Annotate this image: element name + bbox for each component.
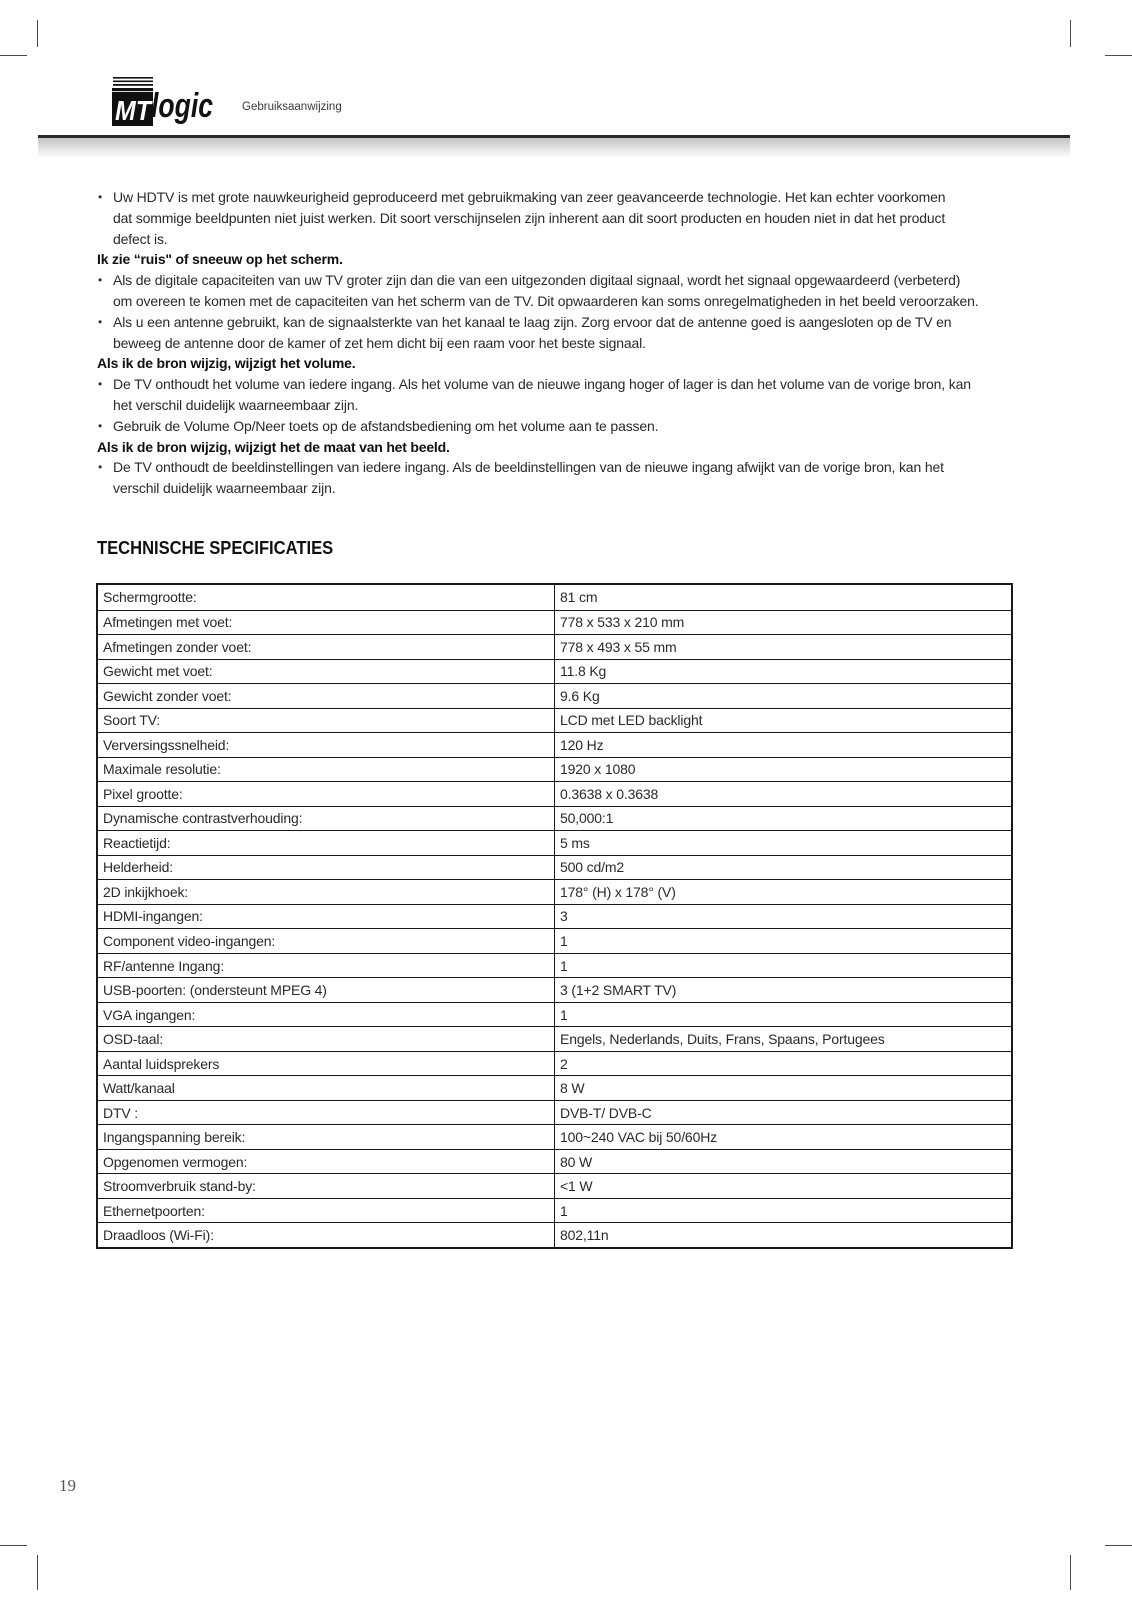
text-line: defect is. [113,230,168,247]
spec-row [98,1173,1011,1198]
crop-mark-bottom-right-horizontal [1105,1545,1132,1546]
crop-mark-bottom-right-vertical [1070,1555,1071,1590]
spec-row [98,928,1011,953]
spec-label: Soort TV: [103,712,161,729]
text-line: • De TV onthoudt de beeldinstellingen van iedere ingang. Als de beeldinstellingen van de nieuwe ingang afwijkt van de vorige bron, kan het [113,459,944,476]
spec-label: Afmetingen zonder voet: [103,638,252,655]
troubleshooting-section [97,187,1057,499]
spec-row [98,953,1011,978]
spec-row [98,757,1011,782]
spec-row [98,1100,1011,1125]
spec-label: Watt/kanaal [103,1080,175,1097]
spec-value: DVB-T/ DVB-C [554,1101,1011,1125]
text-line: • Gebruik de Volume Op/Neer toets op de afstandsbediening om het volume aan te passen. [113,417,659,434]
crop-mark-top-left-vertical [37,20,38,47]
spec-label: Reactietijd: [103,834,171,851]
spec-label: OSD-taal: [103,1031,164,1048]
spec-row [98,1002,1011,1027]
crop-mark-top-right-horizontal [1105,55,1132,56]
crop-mark-top-right-vertical [1070,20,1071,47]
spec-row [98,1075,1011,1100]
spec-value: 9.6 Kg [554,684,1011,708]
text-line: verschil duidelijk waarneembaar zijn. [113,480,336,497]
spec-label: Gewicht met voet: [103,663,213,680]
spec-value: 778 x 533 x 210 mm [554,611,1011,635]
spec-value: 100~240 VAC bij 50/60Hz [554,1125,1011,1149]
spec-value: Engels, Nederlands, Duits, Frans, Spaans, Portugees [554,1027,1011,1051]
spec-row [98,610,1011,635]
spec-row [98,855,1011,880]
text-line: dat sommige beeldpunten niet juist werken. Dit soort verschijnselen zijn inherent aan dit soort producten en houden niet in dat het product [113,209,946,226]
spec-value: 80 W [554,1150,1011,1174]
spec-label: Verversingssnelheid: [103,736,230,753]
spec-label: Opgenomen vermogen: [103,1153,248,1170]
spec-row [98,659,1011,684]
spec-label: Maximale resolutie: [103,761,221,778]
section-heading: TECHNISCHE SPECIFICATIES [97,538,334,558]
text-line: om overeen te komen met de capaciteiten van het scherm van de TV. Dit opwaarderen kan soms onregelmatigheden in het beeld veroorzaken. [113,292,979,309]
spec-label: RF/antenne Ingang: [103,957,225,974]
spec-label: Draadloos (Wi-Fi): [103,1227,214,1244]
spec-value: LCD met LED backlight [554,709,1011,733]
spec-row [98,1149,1011,1174]
spec-value: 1 [554,954,1011,978]
spec-row [98,1026,1011,1051]
spec-label: Stroomverbruik stand-by: [103,1178,256,1195]
spec-row [98,708,1011,733]
bullet-item [97,374,1057,416]
header-rule-shade [38,138,1070,158]
text-line: • Als de digitale capaciteiten van uw TV groter zijn dan die van een uitgezonden digitaal signaal, wordt het signaal opgewaardeerd (verbeterd) [113,272,961,289]
page-number: 19 [59,1476,76,1495]
spec-value: 1 [554,1003,1011,1027]
spec-value: 178° (H) x 178° (V) [554,880,1011,904]
text-line: • Uw HDTV is met grote nauwkeurigheid geproduceerd met gebruikmaking van zeer geavanceerde technologie. Het kan echter voorkomen [113,189,946,205]
spec-value: 3 [554,905,1011,929]
text-line: het verschil duidelijk waarneembaar zijn. [113,396,359,413]
spec-row [98,879,1011,904]
spec-label: Aantal luidsprekers [103,1055,220,1072]
spec-row [98,977,1011,1002]
spec-value: 1 [554,1199,1011,1223]
spec-row [98,634,1011,659]
spec-row [98,585,1011,610]
crop-mark-bottom-left-horizontal [0,1545,27,1546]
spec-row [98,732,1011,757]
spec-row [98,830,1011,855]
bullet-item [97,312,1057,354]
spec-value: 50,000:1 [554,807,1011,831]
spec-label: Pixel grootte: [103,785,183,802]
spec-value: 2 [554,1052,1011,1076]
spec-value: 120 Hz [554,733,1011,757]
question-heading: Als ik de bron wijzig, wijzigt het de maat van het beeld. [97,438,450,455]
spec-table [96,583,1013,1249]
bullet-item [97,416,1057,437]
question-heading: Als ik de bron wijzig, wijzigt het volume. [97,355,356,372]
spec-label: Dynamische contrastverhouding: [103,810,303,827]
spec-value: 81 cm [554,585,1011,610]
text-line: • Als u een antenne gebruikt, kan de signaalsterkte van het kanaal te laag zijn. Zorg ervoor dat de antenne goed is aangesloten op de TV en [113,313,952,330]
spec-label: Gewicht zonder voet: [103,687,232,704]
spec-label: Afmetingen met voet: [103,614,233,631]
spec-value: 0.3638 x 0.3638 [554,782,1011,806]
spec-value: 8 W [554,1076,1011,1100]
spec-row [98,1124,1011,1149]
spec-label: Ingangspanning bereik: [103,1129,246,1146]
spec-row [98,806,1011,831]
spec-label: Component video-ingangen: [103,933,276,949]
text-line: • De TV onthoudt het volume van iedere ingang. Als het volume van de nieuwe ingang hoger of lager is dan het volume van de vorige bron, kan [113,376,971,393]
spec-value: 3 (1+2 SMART TV) [554,978,1011,1002]
bullet-item [97,187,1057,249]
logo-wordmark: logic [151,87,214,125]
spec-row [98,904,1011,929]
spec-label: Helderheid: [103,859,173,876]
spec-label: HDMI-ingangen: [103,908,203,925]
spec-label: USB-poorten: (ondersteunt MPEG 4) [103,982,327,999]
spec-row [98,683,1011,708]
text-line: beweeg de antenne door de kamer of zet hem dicht bij een raam voor het beste signaal. [113,334,646,351]
spec-label: DTV : [103,1104,139,1121]
spec-row [98,1222,1011,1247]
spec-label: Ethernetpoorten: [103,1202,205,1219]
spec-value: 802,11n [554,1223,1011,1247]
spec-value: 778 x 493 x 55 mm [554,635,1011,659]
spec-row [98,1051,1011,1076]
spec-label: VGA ingangen: [103,1006,196,1023]
document-title: Gebruiksaanwijzing [242,101,342,113]
spec-value: <1 W [554,1174,1011,1198]
spec-value: 500 cd/m2 [554,856,1011,880]
logo-mark-text: MT [115,95,154,126]
spec-label: 2D inkijkhoek: [103,883,189,900]
spec-value: 5 ms [554,831,1011,855]
spec-value: 1 [554,929,1011,953]
spec-label: Schermgrootte: [103,589,197,606]
spec-row [98,781,1011,806]
spec-value: 1920 x 1080 [554,758,1011,782]
question-heading: Ik zie “ruis" of sneeuw op het scherm. [97,251,343,268]
spec-row [98,1198,1011,1223]
crop-mark-bottom-left-vertical [37,1555,38,1590]
bullet-item [97,457,1057,499]
crop-mark-top-left-horizontal [0,55,27,56]
bullet-item [97,270,1057,312]
spec-value: 11.8 Kg [554,660,1011,684]
logo-stripes [113,77,153,86]
brand-logo [108,74,220,130]
